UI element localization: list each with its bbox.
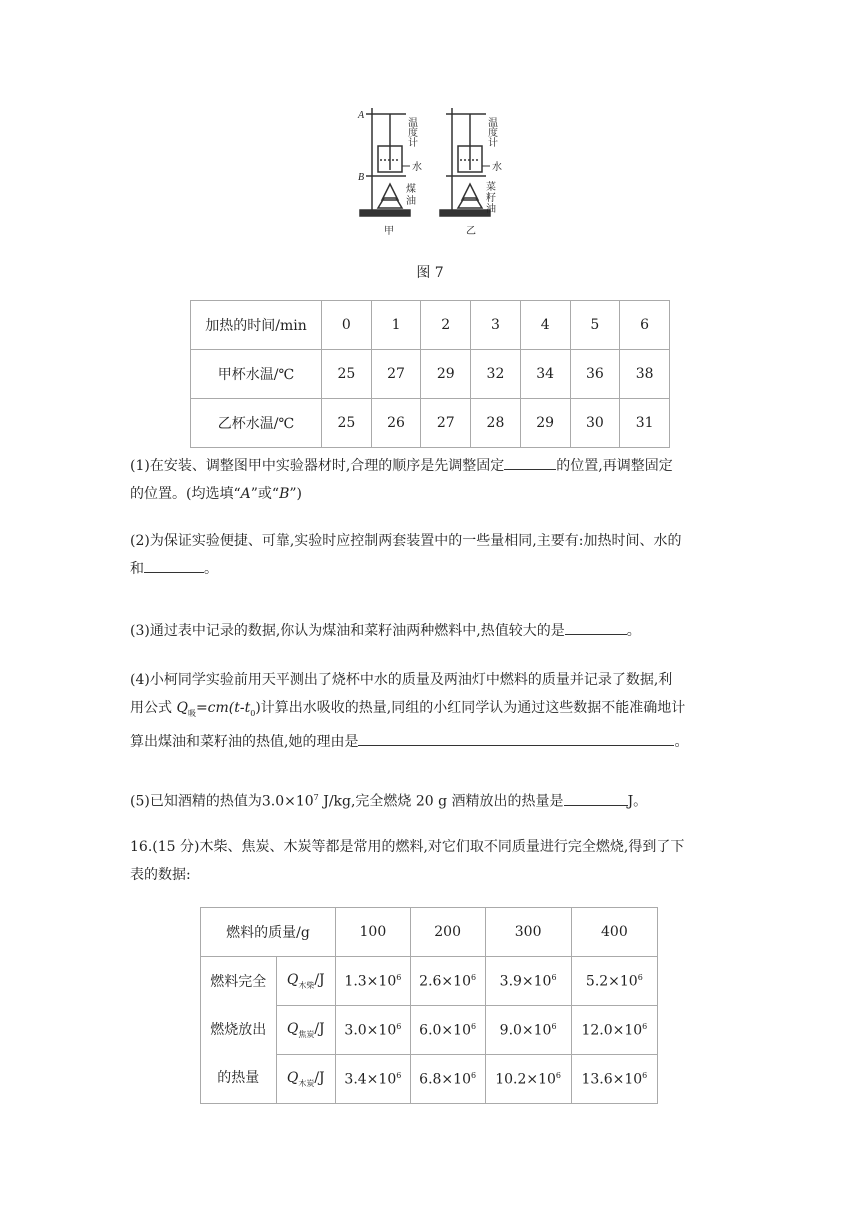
question-3: (3)通过表中记录的数据,你认为煤油和菜籽油两种燃料中,热值较大的是 。 (130, 617, 730, 645)
label-b: B (358, 172, 365, 183)
svg-text:温: 温 (488, 118, 498, 129)
question-4: (4)小柯同学实验前用天平测出了烧杯中水的质量及两油灯中燃料的质量并记录了数据,利 用公式 $Q_吸=cm(t-t_0)$计算出水吸收的热量,同组的小红同学认为通过这些数据不能准确地计 算出煤油和菜籽油的热值,她的理由是 。 (130, 672, 689, 750)
svg-text:菜: 菜 (486, 182, 496, 193)
table-row: 燃料的质量/g 100 200 300 400 (201, 908, 658, 957)
temperature-table (190, 300, 670, 448)
sub-label-left: 甲 (384, 226, 394, 237)
table-row: 加热的时间/min 0 1 2 3 4 5 6 (191, 301, 670, 350)
fuel-heat-table (200, 907, 658, 1104)
question-5: (5)已知酒精的热值为$3.0\times 10^7$ J/kg,完全燃烧 20 g 酒精放出的热量是 J。 (130, 784, 730, 816)
table-row: 乙杯水温/℃ 25 26 27 28 29 30 31 (191, 399, 670, 448)
answer-blank[interactable] (564, 791, 628, 806)
question-1: (1)在安装、调整图甲中实验器材时,合理的顺序是先调整固定 的位置,再调整固定 的位置。(均选填“A”或“B”) (130, 452, 730, 508)
sub-label-right: 乙 (466, 226, 476, 237)
svg-text:油: 油 (486, 204, 496, 215)
svg-text:籽: 籽 (486, 193, 496, 204)
table-row: $Q_{焦炭}/J$ $3.0\times 10^6$ $6.0\times 10^6$ $9.0\times 10^6$ $12.0\times 10^6$ (201, 1006, 658, 1055)
question-16: 16.(15 分)木柴、焦炭、木炭等都是常用的燃料,对它们取不同质量进行完全燃烧,得到了下 表的数据: (130, 839, 685, 883)
svg-text:温: 温 (408, 118, 418, 129)
svg-text:计: 计 (408, 138, 418, 149)
table-row: 燃料完全 燃烧放出 的热量 $Q_{木柴}/J$ $1.3\times 10^6$ $2.6\times 10^6$ $3.9\times 10^6$ $5.2\times 10^6$ (201, 957, 658, 1006)
label-a: A (358, 110, 365, 121)
answer-blank[interactable] (504, 455, 556, 470)
apparatus-figure (340, 100, 520, 240)
svg-text:计: 计 (488, 138, 498, 149)
answer-blank[interactable] (565, 620, 627, 635)
table-row: $Q_{木炭}/J$ $3.4\times 10^6$ $6.8\times 10^6$ $10.2\times 10^6$ $13.6\times 10^6$ (201, 1055, 658, 1104)
svg-text:度: 度 (408, 128, 418, 139)
svg-text:水: 水 (492, 162, 502, 173)
svg-text:油: 油 (406, 196, 416, 207)
question-2: (2)为保证实验便捷、可靠,实验时应控制两套装置中的一些量相同,主要有:加热时间、水的 和 。 (130, 533, 682, 577)
svg-text:水: 水 (412, 162, 422, 173)
svg-text:度: 度 (488, 128, 498, 139)
svg-text:煤: 煤 (406, 184, 416, 195)
figure-caption: 图 7 (416, 265, 444, 281)
answer-blank[interactable] (144, 558, 204, 573)
answer-blank[interactable] (358, 731, 674, 746)
table-row: 甲杯水温/℃ 25 27 29 32 34 36 38 (191, 350, 670, 399)
